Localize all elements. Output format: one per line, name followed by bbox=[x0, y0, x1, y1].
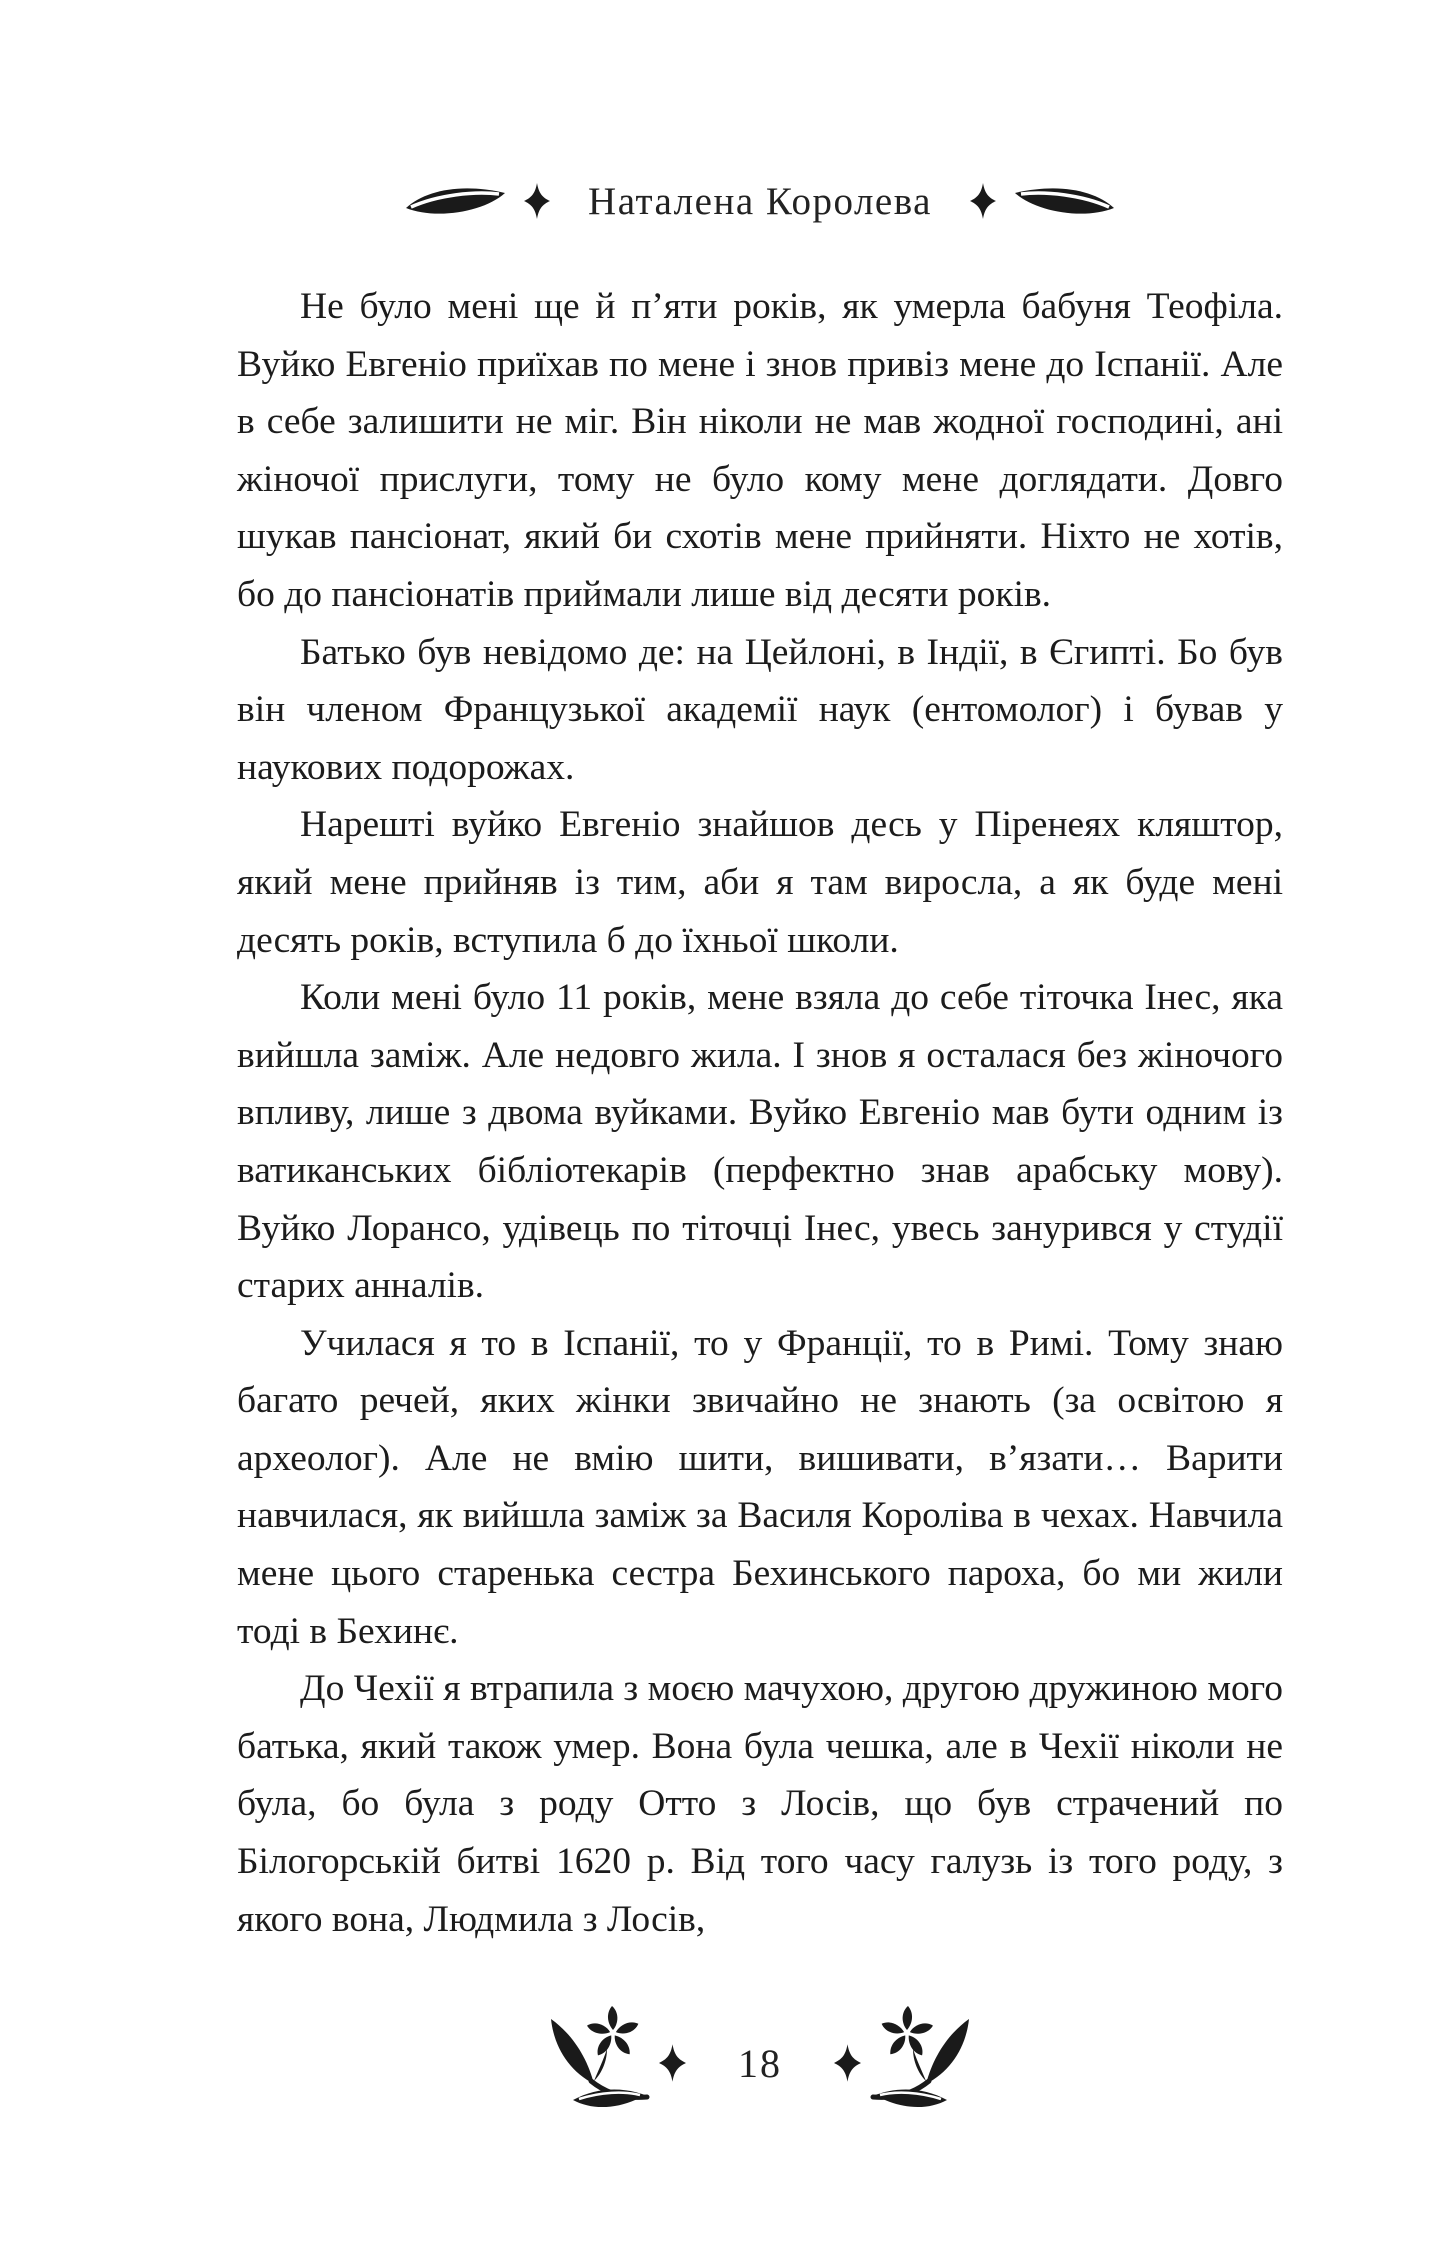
running-title: Наталена Королева bbox=[588, 179, 932, 223]
paragraph: Училася я то в Іспанії, то у Франції, то в Римі. Тому знаю багато речей, яких жінки звичайно не знають (за освітою я археолог). Але не вмію шити, вишивати, в’язати… Варити навчилася, як вийшла заміж за Василя Короліва в чехах. Навчила мене цього старенька сестра Бехинського пароха, бо ми жили тоді в Бехинє. bbox=[237, 1322, 1283, 1652]
paragraph: Нарешті вуйко Евгеніо знайшов десь у Піренеях кляштор, який мене прийняв із тим, аби я там виросла, а як буде мені десять років, вступила б до їхньої школи. bbox=[237, 804, 1283, 961]
diamond-icon bbox=[970, 183, 996, 219]
leaf-ornament-left-icon bbox=[404, 183, 508, 219]
paragraph: Не було мені ще й п’яти років, як умерла бабуня Теофіла. Вуйко Евгеніо приїхав по мене і знов привіз мене до Іспанії. Але в себе залишити не міг. Він ніколи не мав жодної господині, ані жіночої прислуги, тому не було кому мене доглядати. Довго шукав пансіонат, який би схотів мене прийняти. Ніхто не хотів, бо до пансіонатів приймали лише від десяти років. bbox=[237, 286, 1283, 615]
floral-sprig-left-icon bbox=[545, 2005, 653, 2115]
leaf-ornament-right-icon bbox=[1012, 183, 1116, 219]
paragraph: До Чехії я втрапила з моєю мачухою, другою дружиною мого батька, який також умер. Вона була чешка, але в Чехії ніколи не була, бо була з роду Отто з Лосів, що був страчений по Білогорській битві 1620 р. Від того часу галузь із того роду, з якого вона, Людмила з Лосів, bbox=[237, 1668, 1283, 1940]
floral-sprig-right-icon bbox=[867, 2005, 975, 2115]
paragraph: Коли мені було 11 років, мене взяла до себе тіточка Інес, яка вийшла заміж. Але недовго жила. І знов я осталася без жіночого впливу, лише з двома вуйками. Вуйко Евгеніо мав бути одним із ватиканських бібліотекарів (перфектно знав арабську мову). Вуйко Лорансо, удівець по тіточці Інес, увесь занурився у студії старих анналів. bbox=[237, 977, 1283, 1307]
running-header bbox=[237, 170, 1283, 232]
paragraph: Батько був невідомо де: на Цейлоні, в Індії, в Єгипті. Бо був він членом Французької академії наук (ентомолог) і бував у наукових подорожах. bbox=[237, 631, 1283, 788]
diamond-icon bbox=[834, 2044, 861, 2082]
diamond-icon bbox=[524, 183, 550, 219]
page-number: 18 bbox=[738, 2040, 782, 2086]
diamond-icon bbox=[659, 2044, 686, 2082]
body-text bbox=[237, 278, 1283, 1948]
page-footer bbox=[237, 1998, 1283, 2128]
